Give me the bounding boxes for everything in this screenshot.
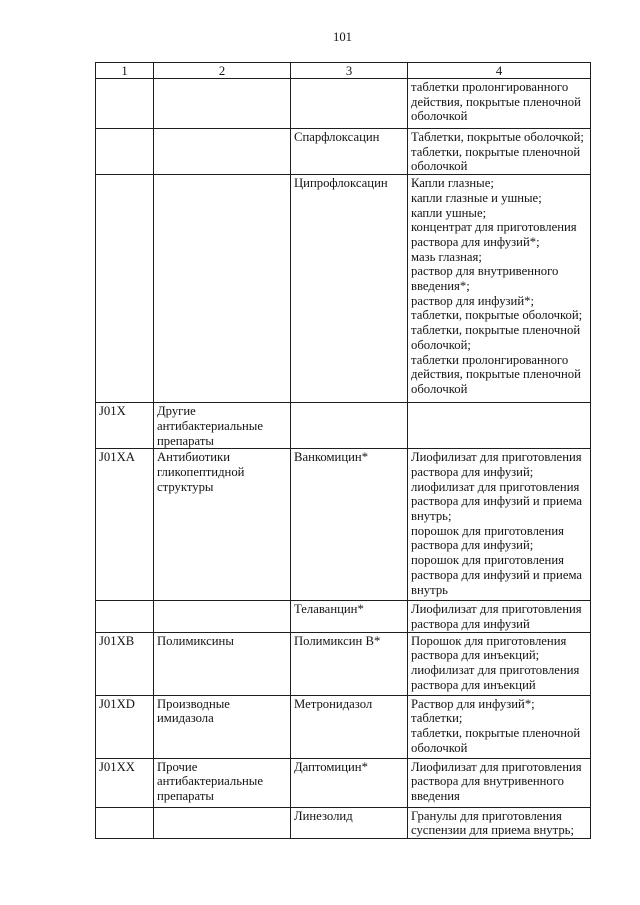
table-body bbox=[96, 79, 591, 839]
page-number: 101 bbox=[332, 30, 353, 44]
dosage-forms-cell bbox=[408, 403, 591, 449]
drug-table bbox=[95, 62, 591, 839]
group-name-cell: Производные имидазола bbox=[154, 695, 291, 758]
table-row bbox=[96, 758, 591, 807]
column-header-1: 1 bbox=[96, 63, 154, 79]
group-name-cell bbox=[154, 601, 291, 632]
table-row bbox=[96, 79, 591, 129]
dosage-forms-cell: Раствор для инфузий*; таблетки; таблетки, покрытые пленочной оболочкой bbox=[408, 695, 591, 758]
substance-name-cell: Метронидазол bbox=[291, 695, 408, 758]
group-name-cell bbox=[154, 129, 291, 175]
column-header-4: 4 bbox=[408, 63, 591, 79]
table-row bbox=[96, 403, 591, 449]
table-row bbox=[96, 175, 591, 403]
group-name-cell: Другие антибактериальные препараты bbox=[154, 403, 291, 449]
substance-name-cell: Линезолид bbox=[291, 807, 408, 838]
atc-code-cell bbox=[96, 79, 154, 129]
column-header-3: 3 bbox=[291, 63, 408, 79]
table-row bbox=[96, 449, 591, 601]
substance-name-cell: Телаванцин* bbox=[291, 601, 408, 632]
table-row bbox=[96, 695, 591, 758]
group-name-cell bbox=[154, 79, 291, 129]
atc-code-cell: J01XX bbox=[96, 758, 154, 807]
table-row bbox=[96, 632, 591, 695]
table-row bbox=[96, 129, 591, 175]
table-header-row bbox=[96, 63, 591, 79]
dosage-forms-cell: Лиофилизат для приготовления раствора для инфузий; лиофилизат для приготовления раствора для инфузий и приема внутрь; порошок для приготовления раствора для инфузий; порошок для приготовления раствора для инфузий и приема внутрь bbox=[408, 449, 591, 601]
substance-name-cell: Ципрофлоксацин bbox=[291, 175, 408, 403]
atc-code-cell bbox=[96, 129, 154, 175]
atc-code-cell: J01XB bbox=[96, 632, 154, 695]
substance-name-cell: Даптомицин* bbox=[291, 758, 408, 807]
atc-code-cell: J01XD bbox=[96, 695, 154, 758]
atc-code-cell bbox=[96, 601, 154, 632]
dosage-forms-cell: Порошок для приготовления раствора для инъекций; лиофилизат для приготовления раствора для инъекций bbox=[408, 632, 591, 695]
dosage-forms-cell: Лиофилизат для приготовления раствора для внутривенного введения bbox=[408, 758, 591, 807]
dosage-forms-cell: таблетки пролонгированного действия, покрытые пленочной оболочкой bbox=[408, 79, 591, 129]
atc-code-cell bbox=[96, 807, 154, 838]
substance-name-cell bbox=[291, 79, 408, 129]
substance-name-cell: Полимиксин В* bbox=[291, 632, 408, 695]
atc-code-cell: J01X bbox=[96, 403, 154, 449]
substance-name-cell bbox=[291, 403, 408, 449]
group-name-cell: Прочие антибактериальные препараты bbox=[154, 758, 291, 807]
column-header-2: 2 bbox=[154, 63, 291, 79]
substance-name-cell: Ванкомицин* bbox=[291, 449, 408, 601]
group-name-cell: Полимиксины bbox=[154, 632, 291, 695]
dosage-forms-cell: Лиофилизат для приготовления раствора для инфузий bbox=[408, 601, 591, 632]
atc-code-cell: J01XA bbox=[96, 449, 154, 601]
atc-code-cell bbox=[96, 175, 154, 403]
group-name-cell bbox=[154, 807, 291, 838]
dosage-forms-cell: Таблетки, покрытые оболочкой; таблетки, покрытые пленочной оболочкой bbox=[408, 129, 591, 175]
dosage-forms-cell: Капли глазные; капли глазные и ушные; капли ушные; концентрат для приготовления раствора для инфузий*; мазь глазная; раствор для внутривенного введения*; раствор для инфузий*; таблетки, покрытые оболочкой; таблетки, покрытые пленочной оболочкой; таблетки пролонгированного действия, покрытые пленочной оболочкой bbox=[408, 175, 591, 403]
substance-name-cell: Спарфлоксацин bbox=[291, 129, 408, 175]
group-name-cell: Антибиотики гликопептидной структуры bbox=[154, 449, 291, 601]
group-name-cell bbox=[154, 175, 291, 403]
table-header bbox=[96, 63, 591, 79]
table-row bbox=[96, 807, 591, 838]
dosage-forms-cell: Гранулы для приготовления суспензии для приема внутрь; bbox=[408, 807, 591, 838]
table-row bbox=[96, 601, 591, 632]
